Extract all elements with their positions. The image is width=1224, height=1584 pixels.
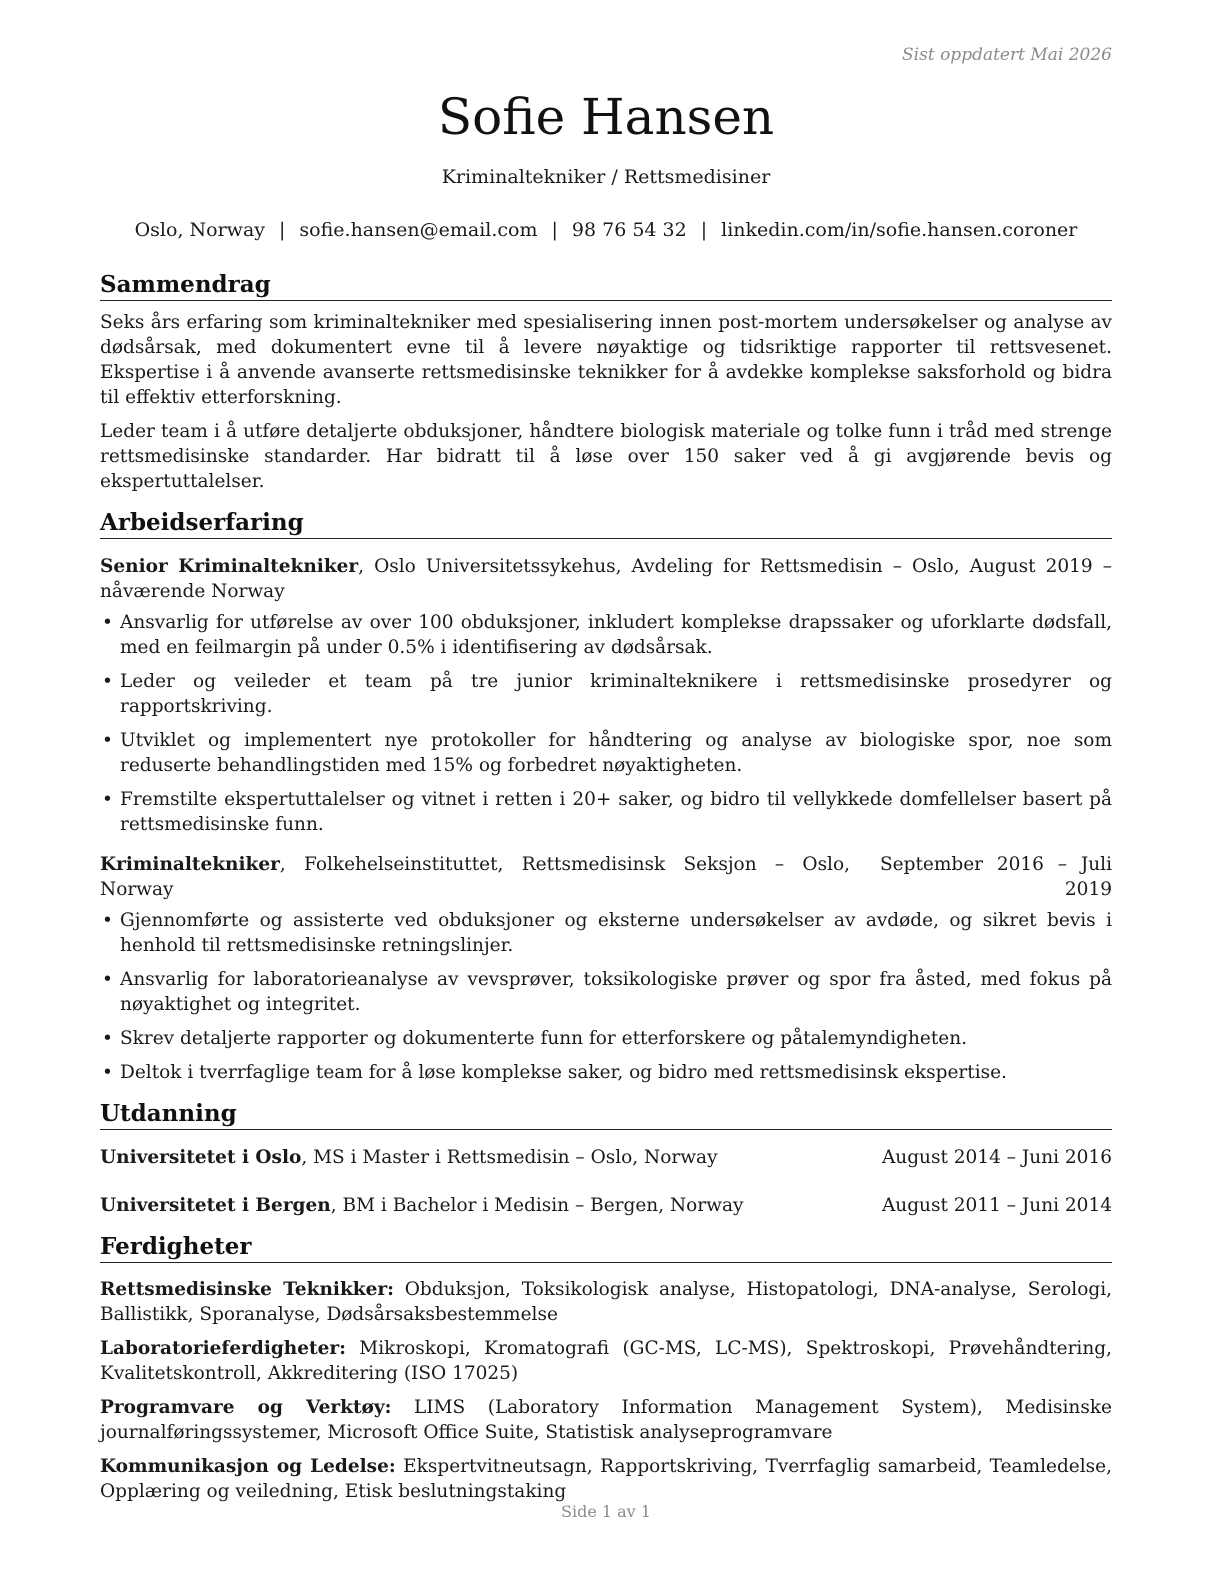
education-dates: August 2014 – Juni 2016 xyxy=(881,1147,1112,1168)
bullet-text: Gjennomførte og assisterte ved obduksjoner og eksterne undersøkelser av avdøde, og sikret bevis i henhold til rettsmedisinske retningslinjer. xyxy=(120,910,1112,956)
job-details: , Folkehelseinstituttet, Rettsmedisinsk Seksjon – Oslo, Norway xyxy=(100,854,850,900)
bullet-icon: • xyxy=(102,671,113,692)
degree-details: , MS i Master i Rettsmedisin – Oslo, Norway xyxy=(301,1147,718,1168)
skill-group xyxy=(100,1336,1112,1386)
contact-separator: | xyxy=(279,219,286,241)
contact-separator: | xyxy=(700,219,708,241)
bullet-text: Fremstilte ekspertuttalelser og vitnet i retten i 20+ saker, og bidro til vellykkede domfellelser basert på rettsmedisinske funn. xyxy=(120,789,1112,835)
job-role: Senior Kriminaltekniker xyxy=(100,556,359,577)
school-name: Universitetet i Oslo xyxy=(100,1147,302,1168)
bullet-icon: • xyxy=(102,612,113,633)
skill-label: Kommunikasjon og Ledelse: xyxy=(100,1456,396,1477)
list-item xyxy=(100,1060,1112,1085)
bullet-icon: • xyxy=(102,730,113,751)
bullet-text: Skrev detaljerte rapporter og dokumenterte funn for etterforskere og påtalemyndigheten. xyxy=(120,1028,968,1049)
skill-group xyxy=(100,1277,1112,1327)
contact-line xyxy=(100,219,1112,241)
list-item xyxy=(100,787,1112,837)
contact-separator: | xyxy=(551,219,558,241)
resume-page xyxy=(100,0,1112,1584)
section-heading: Arbeidserfaring xyxy=(100,508,1112,539)
education-dates: August 2011 – Juni 2014 xyxy=(881,1195,1112,1216)
bullet-text: Utviklet og implementert nye protokoller for håndtering og analyse av biologiske spor, noe som reduserte behandlingstiden med 15% og forbedret nøyaktigheten. xyxy=(120,730,1112,776)
job-bullets xyxy=(100,908,1112,1085)
contact-location: Oslo, Norway xyxy=(134,219,266,241)
summary-section xyxy=(100,270,1112,494)
job-entry xyxy=(100,554,1112,837)
degree-details: , BM i Bachelor i Medisin – Bergen, Norway xyxy=(330,1195,744,1216)
education-section xyxy=(100,1099,1112,1218)
skill-group xyxy=(100,1395,1112,1445)
job-dates: September 2016 – Juli 2019 xyxy=(880,854,1112,900)
list-item xyxy=(100,610,1112,660)
job-header xyxy=(100,554,1112,604)
page-number: Side 1 av 1 xyxy=(561,1502,651,1521)
resume-body xyxy=(100,270,1112,1504)
list-item xyxy=(100,967,1112,1017)
job-role: Kriminaltekniker xyxy=(100,854,280,875)
skill-label: Programvare og Verktøy: xyxy=(100,1397,392,1418)
bullet-icon: • xyxy=(102,910,113,931)
skill-list: Mikroskopi, Kromatografi (GC-MS, LC-MS), Spektroskopi, Prøvehåndtering, Kvalitetskontroll, Akkreditering (ISO 17025) xyxy=(100,1338,1112,1384)
job-bullets xyxy=(100,610,1112,837)
job-details: , Oslo Universitetssykehus, Avdeling for Rettsmedisin – Oslo, August 2019 – nåværende Norway xyxy=(100,556,1112,602)
list-item xyxy=(100,908,1112,958)
job-header xyxy=(100,852,1112,902)
skill-list: LIMS (Laboratory Information Management System), Medisinske journalføringssystemer, Microsoft Office Suite, Statistisk analyseprogramvare xyxy=(100,1397,1113,1443)
contact-phone: 98 76 54 32 xyxy=(571,219,687,241)
section-heading: Utdanning xyxy=(100,1099,1112,1130)
contact-linkedin[interactable]: linkedin.com/in/sofie.hansen.coroner xyxy=(721,219,1078,241)
skill-label: Rettsmedisinske Teknikker: xyxy=(100,1279,394,1300)
education-entry xyxy=(100,1193,1112,1218)
section-heading: Ferdigheter xyxy=(100,1232,1112,1263)
school-name: Universitetet i Bergen xyxy=(100,1195,331,1216)
contact-email[interactable]: sofie.hansen@email.com xyxy=(299,219,538,241)
bullet-text: Leder og veileder et team på tre junior kriminalteknikere i rettsmedisinske prosedyrer og rapportskriving. xyxy=(120,671,1112,717)
skill-list: Obduksjon, Toksikologisk analyse, Histopatologi, DNA-analyse, Serologi, Ballistikk, Sporanalyse, Dødsårsaksbestemmelse xyxy=(100,1279,1113,1325)
job-title: Kriminaltekniker / Rettsmedisiner xyxy=(441,166,771,188)
last-updated: Sist oppdatert Mai 2026 xyxy=(902,45,1112,65)
candidate-name: Sofie Hansen xyxy=(437,88,775,146)
education-entry xyxy=(100,1145,1112,1170)
bullet-text: Deltok i tverrfaglige team for å løse komplekse saker, og bidro med rettsmedisinsk ekspertise. xyxy=(120,1062,1007,1083)
section-heading: Sammendrag xyxy=(100,270,1112,301)
list-item xyxy=(100,1026,1112,1051)
bullet-text: Ansvarlig for utførelse av over 100 obduksjoner, inkludert komplekse drapssaker og uforklarte dødsfall, med en feilmargin på under 0.5% i identifisering av dødsårsak. xyxy=(120,612,1112,658)
list-item xyxy=(100,728,1112,778)
bullet-icon: • xyxy=(102,789,113,810)
bullet-icon: • xyxy=(102,969,113,990)
job-entry xyxy=(100,852,1112,1085)
bullet-icon: • xyxy=(102,1028,113,1049)
list-item xyxy=(100,669,1112,719)
skills-section xyxy=(100,1232,1112,1504)
experience-section xyxy=(100,508,1112,1085)
bullet-text: Ansvarlig for laboratorieanalyse av vevsprøver, toksikologiske prøver og spor fra åsted, med fokus på nøyaktighet og integritet. xyxy=(120,969,1112,1015)
bullet-icon: • xyxy=(102,1062,113,1083)
skill-list: Ekspertvitneutsagn, Rapportskriving, Tverrfaglig samarbeid, Teamledelse, Opplæring og veiledning, Etisk beslutningstaking xyxy=(100,1456,1112,1502)
summary-paragraph: Leder team i å utføre detaljerte obduksjoner, håndtere biologisk materiale og tolke funn i tråd med strenge rettsmedisinske standarder. Har bidratt til å løse over 150 saker ved å gi avgjørende bevis og ekspertuttalelser. xyxy=(100,421,1112,492)
summary-paragraph: Seks års erfaring som kriminaltekniker med spesialisering innen post-mortem undersøkelser og analyse av dødsårsak, med dokumentert evne til å levere nøyaktige og tidsriktige rapporter til rettsvesenet. Ekspertise i å anvende avanserte rettsmedisinske teknikker for å avdekke komplekse saksforhold og bidra til effektiv etterforskning. xyxy=(100,312,1112,408)
skill-label: Laboratorieferdigheter: xyxy=(100,1338,346,1359)
skill-group xyxy=(100,1454,1112,1504)
